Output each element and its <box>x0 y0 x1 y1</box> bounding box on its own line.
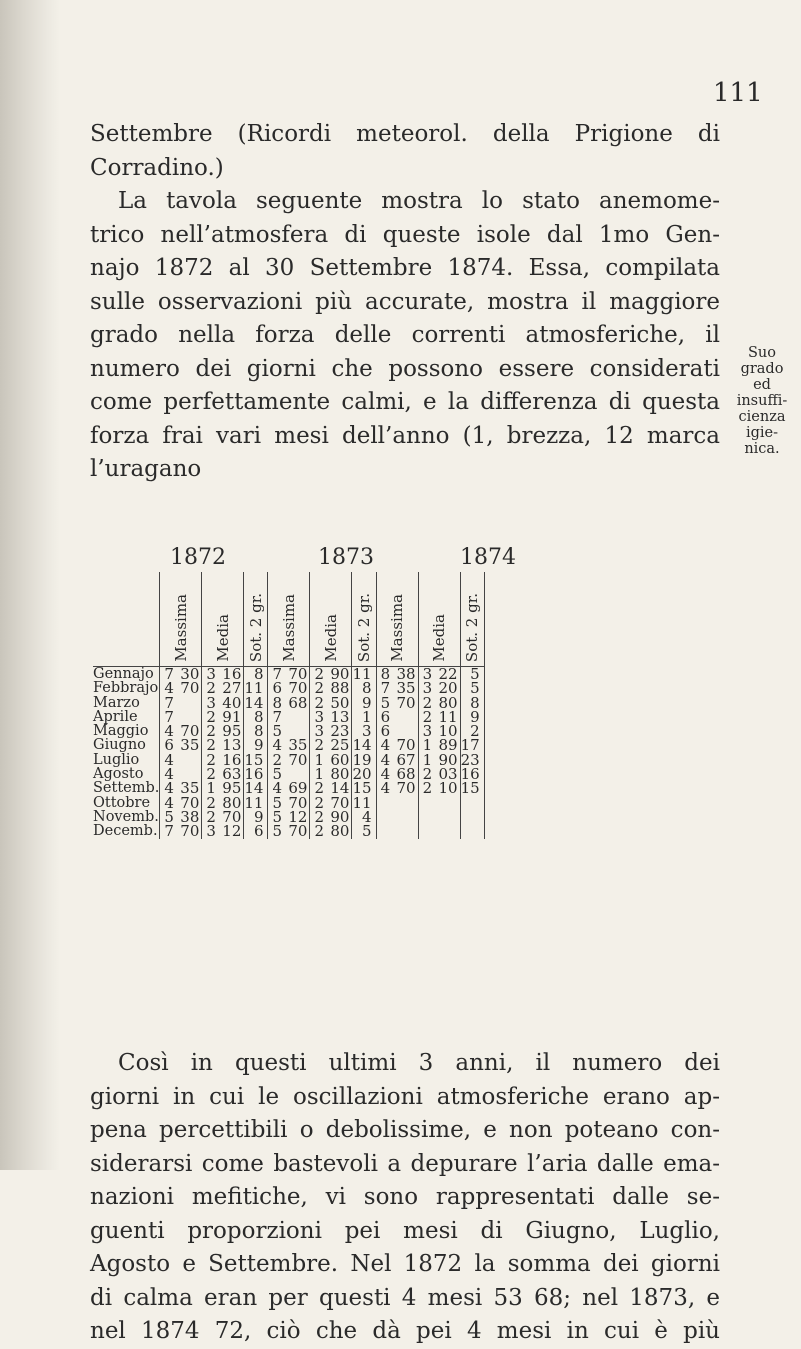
year-label-1874: 1874 <box>460 545 516 570</box>
text-line: sulle osservazioni più accurate, mostra il maggiore <box>90 288 720 315</box>
massima-dec-cell: 70 <box>288 793 308 812</box>
table-row <box>93 824 484 838</box>
media-dec-cell: 40 <box>222 693 242 712</box>
massima-dec-cell <box>177 753 202 767</box>
sot-cell: 4 <box>352 810 376 824</box>
media-dec-cell: 60 <box>330 750 350 769</box>
sot-cell: 8 <box>352 681 376 695</box>
sot-cell: 2 <box>460 724 484 738</box>
text-line: Corradino.) <box>90 154 224 181</box>
col-header-massima: Massima <box>376 572 418 667</box>
col-header-massima: Massima <box>160 572 202 667</box>
month-cell: Settemb. <box>93 780 160 797</box>
massima-int-cell: 4 <box>376 767 394 781</box>
massima-dec-cell: 30 <box>180 665 200 683</box>
media-dec-cell: 03 <box>438 765 458 784</box>
media-int-cell: 1 <box>202 781 220 795</box>
massima-dec-cell: 69 <box>288 779 308 798</box>
media-int-cell: 1 <box>418 753 436 767</box>
margin-note-line: ed insuffi- <box>736 377 788 409</box>
massima-int-cell: 4 <box>160 724 178 738</box>
massima-int-cell: 2 <box>268 753 286 767</box>
sot-cell: 3 <box>352 724 376 738</box>
massima-int-cell <box>376 824 394 838</box>
media-dec-cell: 27 <box>222 679 242 698</box>
media-int-cell: 2 <box>310 824 328 838</box>
text-line: forza frai vari mesi dell’anno (1, brezza, 12 marca <box>90 422 720 449</box>
massima-dec-cell: 12 <box>288 807 308 826</box>
month-cell: Giugno <box>93 737 146 754</box>
sot-cell: 19 <box>352 753 376 767</box>
margin-note <box>727 345 797 457</box>
media-int-cell: 2 <box>310 667 328 682</box>
media-dec-cell: 80 <box>222 793 242 812</box>
year-label-1873: 1873 <box>318 545 374 570</box>
media-int-cell: 3 <box>202 667 220 682</box>
sot-cell: 16 <box>244 767 268 781</box>
text-line: pena percettibili o debolissime, e non poteano con- <box>90 1117 720 1143</box>
sot-cell: 9 <box>460 710 484 724</box>
media-dec-cell: 89 <box>438 736 458 755</box>
massima-dec-cell: 70 <box>396 736 416 755</box>
media-dec-cell <box>436 824 461 838</box>
sot-cell: 5 <box>460 667 484 682</box>
massima-int-cell: 6 <box>268 681 286 695</box>
media-int-cell: 2 <box>418 767 436 781</box>
massima-int-cell: 8 <box>268 696 286 710</box>
massima-int-cell: 6 <box>376 724 394 738</box>
massima-dec-cell: 35 <box>396 679 416 698</box>
massima-dec-cell <box>394 710 419 724</box>
sot-cell: 15 <box>244 753 268 767</box>
col-header-sot: Sot. 2 gr. <box>460 572 484 667</box>
month-cell: Luglio <box>93 751 140 768</box>
media-int-cell: 3 <box>310 710 328 724</box>
media-dec-cell <box>436 810 461 824</box>
media-dec-cell: 10 <box>438 722 458 741</box>
sot-cell: 11 <box>244 681 268 695</box>
massima-int-cell: 5 <box>268 796 286 810</box>
media-dec-cell: 13 <box>222 736 242 755</box>
sot-cell: 14 <box>244 781 268 795</box>
col-header-media: Media <box>418 572 460 667</box>
massima-dec-cell: 70 <box>288 665 308 683</box>
anemometric-table <box>93 572 485 839</box>
massima-dec-cell: 35 <box>288 736 308 755</box>
media-dec-cell: 16 <box>222 750 242 769</box>
massima-int-cell: 7 <box>268 667 286 682</box>
text-line: Così in questi ultimi 3 anni, il numero dei <box>118 1050 720 1076</box>
massima-int-cell: 4 <box>160 681 178 695</box>
media-dec-cell: 23 <box>330 722 350 741</box>
sot-cell: 23 <box>460 753 484 767</box>
margin-note-line: Suo grado <box>740 345 784 377</box>
media-int-cell: 3 <box>310 724 328 738</box>
text-line: come perfettamente calmi, e la differenza di questa <box>90 389 720 415</box>
text-line: Settembre (Ricordi meteorol. della Prigione di <box>90 121 720 147</box>
massima-dec-cell <box>394 810 419 824</box>
massima-dec-cell: 70 <box>180 679 200 698</box>
month-cell: Gennajo <box>93 666 154 682</box>
massima-int-cell: 4 <box>376 753 394 767</box>
massima-int-cell: 8 <box>376 667 394 682</box>
table-header-row <box>93 572 484 667</box>
massima-int-cell: 7 <box>160 696 178 710</box>
media-dec-cell: 90 <box>438 750 458 769</box>
sot-cell: 15 <box>352 781 376 795</box>
massima-int-cell <box>376 810 394 824</box>
media-int-cell: 2 <box>310 810 328 824</box>
month-cell: Decemb. <box>93 823 158 840</box>
sot-cell: 8 <box>244 667 268 682</box>
paragraph-top <box>90 118 720 487</box>
media-dec-cell: 91 <box>222 707 242 726</box>
margin-note-line: nica. <box>744 441 780 457</box>
media-int-cell: 2 <box>310 681 328 695</box>
media-int-cell: 2 <box>418 696 436 710</box>
col-header-massima: Massima <box>268 572 310 667</box>
media-dec-cell: 70 <box>222 807 242 826</box>
sot-cell: 11 <box>352 667 376 682</box>
massima-int-cell: 4 <box>376 781 394 795</box>
month-cell: Novemb. <box>93 808 159 825</box>
massima-dec-cell <box>177 696 202 710</box>
massima-dec-cell: 70 <box>288 822 308 841</box>
month-cell: Maggio <box>93 723 149 740</box>
sot-cell: 1 <box>352 710 376 724</box>
massima-dec-cell <box>394 796 419 810</box>
media-int-cell: 2 <box>202 753 220 767</box>
massima-dec-cell: 35 <box>180 736 200 755</box>
media-dec-cell: 80 <box>330 822 350 841</box>
media-dec-cell: 13 <box>330 707 350 726</box>
media-int-cell: 1 <box>310 767 328 781</box>
massima-dec-cell: 38 <box>396 665 416 683</box>
massima-int-cell: 7 <box>376 681 394 695</box>
sot-cell: 14 <box>244 696 268 710</box>
media-int-cell: 3 <box>418 667 436 682</box>
table-body <box>93 667 484 839</box>
sot-cell: 5 <box>460 681 484 695</box>
sot-cell: 16 <box>460 767 484 781</box>
media-int-cell <box>418 824 436 838</box>
massima-int-cell: 7 <box>160 824 178 838</box>
sot-cell: 15 <box>460 781 484 795</box>
sot-cell: 8 <box>244 710 268 724</box>
text-line: Agosto e Settembre. Nel 1872 la somma dei giorni <box>90 1251 720 1277</box>
massima-dec-cell <box>285 710 310 724</box>
col-header-media: Media <box>202 572 244 667</box>
text-line: La tavola seguente mostra lo stato anemome- <box>118 188 720 214</box>
massima-int-cell: 4 <box>160 781 178 795</box>
media-dec-cell: 22 <box>438 665 458 683</box>
month-cell: Aprile <box>93 708 138 725</box>
massima-int-cell: 5 <box>268 810 286 824</box>
page-number: 111 <box>713 78 763 108</box>
massima-dec-cell: 70 <box>180 793 200 812</box>
year-label-1872: 1872 <box>170 545 226 570</box>
sot-cell <box>460 810 484 824</box>
col-header-sot: Sot. 2 gr. <box>352 572 376 667</box>
massima-dec-cell: 38 <box>180 807 200 826</box>
media-dec-cell: 90 <box>330 665 350 683</box>
massima-int-cell: 4 <box>268 738 286 752</box>
book-spine-shadow <box>0 0 60 1170</box>
sot-cell: 11 <box>352 796 376 810</box>
text-line: trico nell’atmosfera di queste isole dal 1mo Gen- <box>90 221 720 248</box>
massima-int-cell: 5 <box>160 810 178 824</box>
media-dec-cell: 80 <box>438 693 458 712</box>
media-int-cell: 2 <box>202 724 220 738</box>
massima-dec-cell: 70 <box>396 779 416 798</box>
text-line: nel 1874 72, ciò che dà pei 4 mesi in cui è più <box>90 1318 720 1344</box>
media-int-cell: 2 <box>202 681 220 695</box>
massima-int-cell: 4 <box>160 796 178 810</box>
media-int-cell: 3 <box>418 681 436 695</box>
media-dec-cell: 25 <box>330 736 350 755</box>
media-dec-cell: 95 <box>222 722 242 741</box>
massima-int-cell: 6 <box>376 710 394 724</box>
massima-int-cell: 4 <box>160 767 178 781</box>
media-int-cell: 2 <box>202 810 220 824</box>
massima-int-cell: 7 <box>160 667 178 682</box>
text-line: di calma eran per questi 4 mesi 53 68; nel 1873, e <box>90 1284 720 1311</box>
massima-int-cell: 5 <box>268 824 286 838</box>
text-line: giorni in cui le oscillazioni atmosferiche erano ap- <box>90 1083 720 1110</box>
massima-int-cell: 7 <box>268 710 286 724</box>
media-int-cell: 2 <box>418 710 436 724</box>
massima-int-cell: 4 <box>376 738 394 752</box>
massima-dec-cell: 70 <box>180 722 200 741</box>
sot-cell: 6 <box>244 824 268 838</box>
massima-dec-cell: 68 <box>396 765 416 784</box>
sot-cell: 9 <box>244 738 268 752</box>
media-dec-cell: 90 <box>330 807 350 826</box>
media-dec-cell: 20 <box>438 679 458 698</box>
massima-int-cell: 5 <box>376 696 394 710</box>
media-int-cell: 1 <box>310 753 328 767</box>
month-cell: Ottobre <box>93 794 151 811</box>
media-dec-cell: 10 <box>438 779 458 798</box>
sot-cell: 11 <box>244 796 268 810</box>
media-int-cell: 3 <box>418 724 436 738</box>
massima-int-cell: 7 <box>160 710 178 724</box>
sot-cell: 9 <box>244 810 268 824</box>
text-line: numero dei giorni che possono essere considerati <box>90 355 720 382</box>
sot-cell <box>460 796 484 810</box>
text-line: nazioni mefitiche, vi sono rappresentati dalle se- <box>90 1184 720 1210</box>
media-int-cell: 2 <box>310 781 328 795</box>
media-int-cell: 2 <box>202 767 220 781</box>
media-dec-cell: 16 <box>222 665 242 683</box>
media-dec-cell: 80 <box>330 765 350 784</box>
media-dec-cell: 70 <box>330 793 350 812</box>
massima-int-cell: 5 <box>268 767 286 781</box>
month-cell: Febbrajo <box>93 680 159 697</box>
massima-dec-cell: 68 <box>288 693 308 712</box>
media-dec-cell: 11 <box>438 707 458 726</box>
media-int-cell <box>418 810 436 824</box>
media-int-cell: 3 <box>202 824 220 838</box>
text-line: l’uragano <box>90 456 202 482</box>
massima-int-cell: 6 <box>160 738 178 752</box>
sot-cell: 14 <box>352 738 376 752</box>
media-int-cell <box>418 796 436 810</box>
paragraph-bottom <box>90 1047 720 1349</box>
media-int-cell: 2 <box>202 738 220 752</box>
month-header <box>93 572 160 667</box>
month-cell: Marzo <box>93 694 140 711</box>
sot-cell: 8 <box>460 696 484 710</box>
sot-cell <box>460 824 484 838</box>
media-dec-cell: 14 <box>330 779 350 798</box>
margin-note-line: cienza igie- <box>738 409 786 441</box>
media-dec-cell: 12 <box>222 822 242 841</box>
massima-int-cell: 4 <box>268 781 286 795</box>
media-int-cell: 1 <box>418 738 436 752</box>
media-int-cell: 3 <box>202 696 220 710</box>
month-cell: Agosto <box>93 766 144 783</box>
text-line: guenti proporzioni pei mesi di Giugno, Luglio, <box>90 1217 720 1244</box>
text-line: grado nella forza delle correnti atmosferiche, il <box>90 322 720 348</box>
media-int-cell: 2 <box>202 710 220 724</box>
media-int-cell: 2 <box>202 796 220 810</box>
col-header-media: Media <box>310 572 352 667</box>
massima-dec-cell: 67 <box>396 750 416 769</box>
massima-dec-cell: 35 <box>180 779 200 798</box>
massima-dec-cell: 70 <box>288 750 308 769</box>
col-header-sot: Sot. 2 gr. <box>244 572 268 667</box>
media-dec-cell: 50 <box>330 693 350 712</box>
media-dec-cell: 95 <box>222 779 242 798</box>
massima-dec-cell <box>394 824 419 838</box>
sot-cell: 17 <box>460 738 484 752</box>
text-line: siderarsi come bastevoli a depurare l’aria dalle ema- <box>90 1150 720 1177</box>
text-line: najo 1872 al 30 Settembre 1874. Essa, compilata <box>90 255 720 281</box>
massima-dec-cell: 70 <box>288 679 308 698</box>
massima-int-cell <box>376 796 394 810</box>
sot-cell: 20 <box>352 767 376 781</box>
massima-dec-cell: 70 <box>396 693 416 712</box>
massima-dec-cell: 70 <box>180 822 200 841</box>
sot-cell: 5 <box>352 824 376 838</box>
sot-cell: 8 <box>244 724 268 738</box>
media-dec-cell: 63 <box>222 765 242 784</box>
media-int-cell: 2 <box>310 796 328 810</box>
massima-int-cell: 4 <box>160 753 178 767</box>
sot-cell: 9 <box>352 696 376 710</box>
massima-int-cell: 5 <box>268 724 286 738</box>
media-int-cell: 2 <box>310 738 328 752</box>
media-dec-cell <box>436 796 461 810</box>
media-dec-cell: 88 <box>330 679 350 698</box>
media-int-cell: 2 <box>310 696 328 710</box>
media-int-cell: 2 <box>418 781 436 795</box>
